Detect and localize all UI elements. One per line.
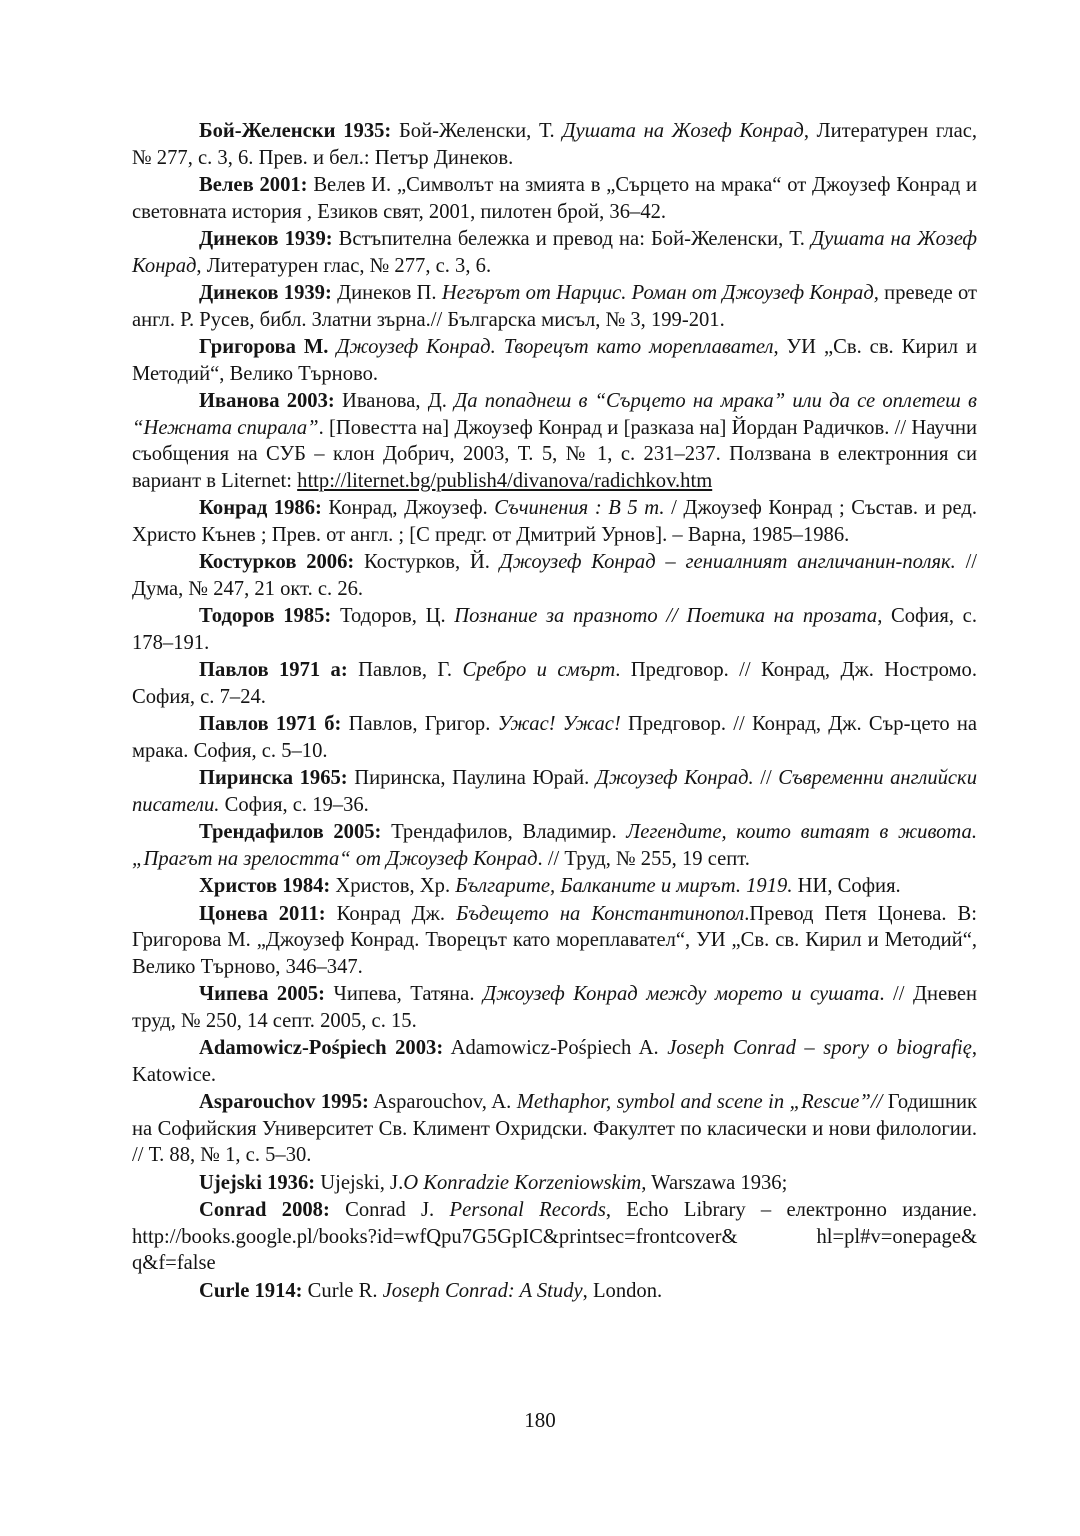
entry-key: Conrad 2008: [199,1199,330,1221]
entry-title: Methaphor, symbol and scene in „Rescue”// [516,1091,883,1113]
entry-key: Бой-Желенски 1935: [199,120,392,142]
entry-key: Asparouchov 1995: [199,1091,369,1113]
entry-text: , Литературен глас, № 277, с. 3, 6. Прев. и бел.: Петър Динеков. [132,120,978,169]
entry-title: Познание за празното // Поетика на прозата [454,605,878,627]
entry-title: Personal Records [449,1199,606,1221]
entry-text: Иванова, Д. [334,390,455,412]
entry-text: Пиринска, Паулина Юрай. [347,767,596,789]
entry-title: O Konradzie Korzeniowskim, [403,1171,647,1194]
entry-key: Иванова 2003: [199,390,335,412]
entry-title: Joseph Conrad: A Study [382,1279,583,1302]
entry-key: Динеков 1939: [199,228,333,250]
entry-text: Ujejski, J. [315,1171,404,1194]
bibliography-entry [132,280,977,333]
bibliography-entry [132,981,977,1034]
entry-key: Adamowicz-Pośpiech 2003: [199,1037,444,1059]
entry-title: Ужас! Ужас! [497,713,621,735]
entry-text: . // Труд, № 255, 19 септ. [537,847,750,870]
entry-title: Joseph Conrad – spory o biografię [667,1037,972,1059]
entry-title: Да попаднеш в “Сърцето на мрака” или да се оплетеш в “Нежната спирала” [132,390,977,439]
entry-text: Тодоров, Ц. [331,605,455,627]
entry-text: Велев И. „Символът на змията в „Сърцето на мрака“ от Джоузеф Конрад и световната история , Езиков свят, 2001, пилотен брой, 36–42. [132,174,977,223]
entry-key: Христов 1984: [199,875,331,897]
entry-key: Трендафилов 2005: [199,821,382,843]
entry-title: Душата на Жозеф Конрад [562,120,804,142]
entry-title: Джоузеф Конрад. [595,767,754,789]
entry-title: Джоузеф Конрад между морето и сушата [482,983,880,1005]
entry-key: Чипева 2005: [199,983,325,1005]
entry-key: Ujejski 1936: [199,1171,316,1194]
entry-key: Конрад 1986: [199,497,322,519]
entry-text: НИ, София. [792,875,901,897]
bibliography-entry [132,1089,977,1169]
entry-text: . [Повестта на] Джоузеф Конрад и [разказа на] Йордан Радичков. // Научни съобщения на СУБ – клон Добрич, 2003, Т. 5, № 1, с. 231–237. Ползвана в електронния си вариант в Liternet: [132,416,977,492]
bibliography-entry [132,873,977,900]
entry-key: Костурков 2006: [199,551,355,573]
bibliography-entry [132,1035,977,1088]
entry-title: Джоузеф Конрад – гениалният англичанин-поляк. [499,551,956,573]
entry-text: Динеков П. [331,282,442,304]
entry-key: Павлов 1971 б: [199,713,342,735]
entry-text: , УИ „Св. св. Кирил и Методий“, Велико Търново. [132,336,977,385]
entry-key: Григорова М. [199,336,329,358]
entry-text: , София, с. 178–191. [132,605,977,654]
bibliography-entry [132,495,977,548]
entry-title: Бъдещето на Константинопол [456,902,745,925]
entry-key: Curle 1914: [199,1279,303,1302]
bibliography-list [132,118,977,1305]
entry-text: Встъпителна бележка и превод на: Бой-Желенски, Т. [332,228,811,250]
entry-text: . Предговор. // Конрад, Дж. Ностромо. София, с. 7–24. [132,659,977,708]
entry-text: преведе от англ. Р. Русев, библ. Златни зърна.// Българска мисъл, № 3, 199-201. [132,282,977,331]
entry-text: Годишник на Софийския Университет Св. Климент Охридски. Факултет по класически и нови филологии. // Т. 88, № 1, с. 5–30. [132,1091,977,1166]
entry-text: , Katowice. [132,1037,977,1086]
entry-title: Легендите, които витаят в живота. „Прагът на зрелостта“ от Джоузеф Конрад [132,821,977,870]
bibliography-entry [132,549,977,602]
entry-text: Conrad J. [329,1199,450,1221]
entry-text: Adamowicz-Pośpiech A. [443,1037,668,1059]
entry-text: .Превод Петя Цонева. В: Григорова М. „Джоузеф Конрад. Творецът като мореплавател“, УИ „Св. св. Кирил и Методий“, Велико Търново, 346–347. [132,902,978,978]
entry-text: София, с. 19–36. [219,793,369,816]
entry-title: Джоузеф Конрад. Творецът като мореплавател [336,336,774,358]
bibliography-entry [132,1197,977,1277]
entry-text: , Echo Library – електронно издание. http://books.google.pl/books?id=wfQpu7G5GpIC&printsec=frontcover& hl=pl#v=onepage& q&f=false [132,1199,977,1274]
bibliography-entry [132,226,977,279]
entry-key: Динеков 1939: [199,282,332,304]
entry-title: Съвременни английски писатели. [132,767,977,816]
bibliography-entry [132,603,977,656]
entry-key: Велев 2001: [199,174,308,196]
entry-text: Христов, Хр. [330,875,456,897]
entry-key: Пиринска 1965: [199,767,348,789]
bibliography-entry [132,901,977,981]
entry-text: / Джоузеф Конрад ; Състав. и ред. Христо Кънев ; Прев. от англ. ; [С предг. от Дмитрий Урнов]. – Варна, 1985–1986. [132,497,977,546]
entry-text: Костурков, Й. [354,551,500,573]
bibliography-entry [132,819,977,872]
entry-key: Тодоров 1985: [199,605,332,627]
entry-text: Warszawa 1936; [646,1171,788,1194]
entry-text: Павлов, Григор. [341,713,498,735]
bibliography-entry [132,334,977,387]
entry-text: Предговор. // Конрад, Дж. Сър-цето на мрака. София, с. 5–10. [132,713,977,762]
entry-text: . // Дневен труд, № 250, 14 септ. 2005, с. 15. [132,983,977,1032]
page-number: 180 [524,1408,556,1432]
entry-title: Сребро и смърт [462,659,616,681]
entry-text: // Дума, № 247, 21 окт. с. 26. [132,551,978,600]
entry-text: , Литературен глас, № 277, с. 3, 6. [196,254,492,277]
entry-text: Asparouchov, A. [368,1091,517,1113]
entry-key: Цонева 2011: [199,902,326,925]
bibliography-entry [132,657,977,710]
bibliography-entry [132,118,977,171]
bibliography-entry [132,765,977,818]
entry-title: Българите, Балканите и мирът. 1919. [455,875,793,897]
bibliography-entry [132,1278,977,1305]
entry-text: Curle R. [302,1279,383,1302]
entry-text: Трендафилов, Владимир. [381,821,627,843]
bibliography-entry [132,172,977,225]
bibliography-entry [132,1170,977,1197]
entry-text: Конрад Дж. [325,902,457,925]
entry-text: Павлов, Г. [347,659,463,681]
entry-key: Павлов 1971 а: [199,659,348,681]
entry-title: Душата на Жозеф Конрад [132,228,977,277]
entry-title: Негърът от Нарцис. Роман от Джоузеф Конрад, [441,282,879,304]
entry-link[interactable]: http://liternet.bg/publish4/divanova/radichkov.htm [297,469,713,492]
entry-text: , London. [582,1279,663,1302]
bibliography-entry [132,388,977,494]
entry-text: // [753,767,779,789]
entry-text: Конрад, Джоузеф. [321,497,495,519]
entry-text: Бой-Желенски, Т. [391,120,563,142]
entry-title: Съчинения : В 5 т. [494,497,665,519]
entry-text: Чипева, Татяна. [324,983,483,1005]
bibliography-entry [132,711,977,764]
